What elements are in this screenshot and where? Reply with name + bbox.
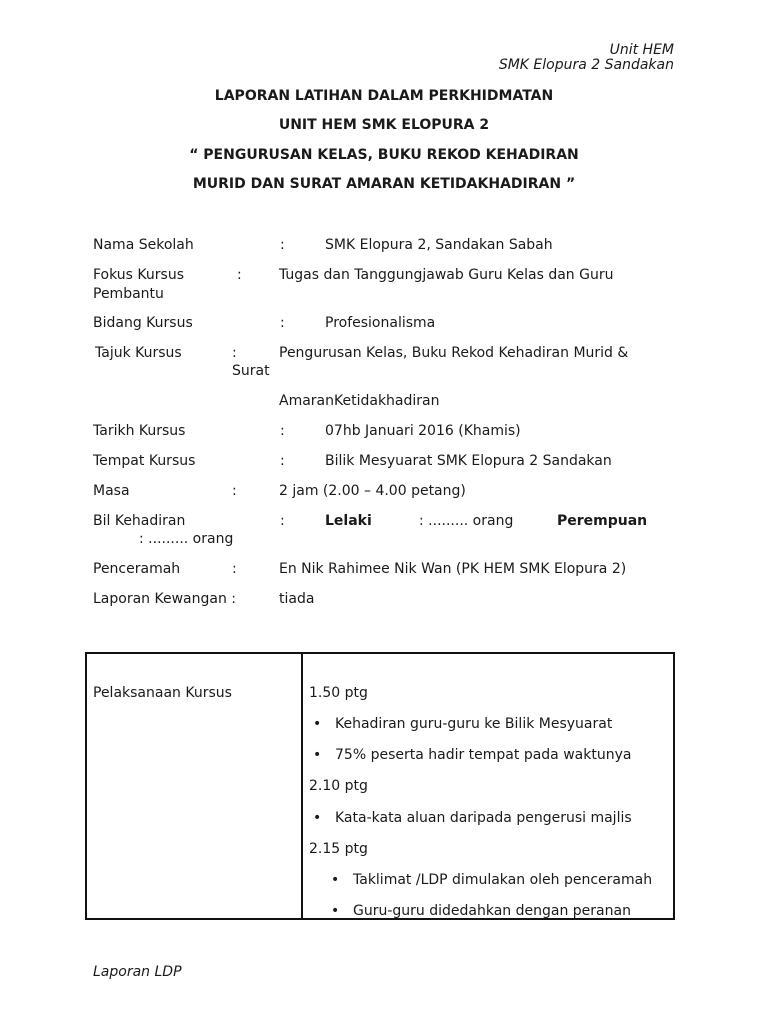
label-bil-kehadiran: Bil Kehadiran (93, 513, 186, 529)
label-tarikh-kursus: Tarikh Kursus (93, 423, 186, 439)
label-fokus-kursus: Fokus Kursus (93, 267, 184, 283)
bullet-text: 75% peserta hadir tempat pada waktunya (335, 747, 632, 763)
colon: : (280, 513, 285, 529)
value-tajuk-kursus-cont: AmaranKetidakhadiran (279, 393, 440, 409)
value-tajuk-kursus: Pengurusan Kelas, Buku Rekod Kehadiran Murid & (279, 345, 629, 361)
bullet-text: Kata-kata aluan daripada pengerusi majlis (335, 810, 632, 826)
value-laporan-kewangan: tiada (279, 591, 315, 607)
colon: : (280, 453, 285, 469)
pelaksanaan-table (85, 652, 675, 920)
value-tempat-kursus: Bilik Mesyuarat SMK Elopura 2 Sandakan (325, 453, 612, 469)
label-penceramah: Penceramah (93, 561, 181, 577)
bullet-text: Kehadiran guru-guru ke Bilik Mesyuarat (335, 716, 613, 732)
list-item (331, 903, 631, 919)
label-fokus-kursus-cont: Pembantu (93, 286, 164, 302)
value-lelaki: : ......... orang (419, 513, 514, 529)
label-lelaki: Lelaki (325, 513, 372, 529)
bullet-icon: • (313, 810, 322, 826)
value-bidang-kursus: Profesionalisma (325, 315, 436, 331)
table-divider (301, 654, 303, 918)
label-masa: Masa (93, 483, 130, 499)
colon: : (232, 345, 237, 361)
label-tajuk-kursus-cont: Surat (232, 363, 270, 379)
title-line-4: MURID DAN SURAT AMARAN KETIDAKHADIRAN ” (192, 176, 576, 192)
bullet-icon: • (331, 903, 340, 919)
colon: : (280, 315, 285, 331)
title-line-3: “ PENGURUSAN KELAS, BUKU REKOD KEHADIRAN (189, 147, 579, 163)
colon: : (232, 483, 237, 499)
time-3: 2.15 ptg (309, 841, 368, 857)
label-laporan-kewangan: Laporan Kewangan : (93, 591, 236, 607)
list-item (313, 716, 612, 732)
time-1: 1.50 ptg (309, 685, 368, 701)
header-unit: Unit HEM (609, 42, 674, 58)
title-line-1: LAPORAN LATIHAN DALAM PERKHIDMATAN (214, 88, 554, 104)
header-school: SMK Elopura 2 Sandakan (498, 57, 674, 73)
colon: : (280, 237, 285, 253)
table-left-label: Pelaksanaan Kursus (93, 685, 232, 701)
label-bidang-kursus: Bidang Kursus (93, 315, 193, 331)
value-fokus-kursus: Tugas dan Tanggungjawab Guru Kelas dan Guru (279, 267, 614, 283)
value-tarikh-kursus: 07hb Januari 2016 (Khamis) (325, 423, 521, 439)
page-footer: Laporan LDP (93, 964, 182, 980)
bullet-icon: • (313, 716, 322, 732)
value-masa: 2 jam (2.00 – 4.00 petang) (279, 483, 466, 499)
label-tempat-kursus: Tempat Kursus (93, 453, 196, 469)
value-perempuan: : ......... orang (139, 531, 234, 547)
list-item (313, 747, 631, 763)
bullet-icon: • (331, 872, 340, 888)
value-nama-sekolah: SMK Elopura 2, Sandakan Sabah (325, 237, 553, 253)
label-tajuk-kursus: Tajuk Kursus (95, 345, 182, 361)
list-item (313, 810, 632, 826)
bullet-icon: • (313, 747, 322, 763)
colon: : (280, 423, 285, 439)
list-item (331, 872, 652, 888)
title-line-2: UNIT HEM SMK ELOPURA 2 (278, 117, 490, 133)
label-nama-sekolah: Nama Sekolah (93, 237, 194, 253)
label-perempuan: Perempuan (557, 513, 648, 529)
colon: : (237, 267, 242, 283)
colon: : (232, 561, 237, 577)
time-2: 2.10 ptg (309, 778, 368, 794)
bullet-text: Guru-guru didedahkan dengan peranan (353, 903, 631, 919)
bullet-text: Taklimat /LDP dimulakan oleh penceramah (353, 872, 653, 888)
value-penceramah: En Nik Rahimee Nik Wan (PK HEM SMK Elopura 2) (279, 561, 627, 577)
